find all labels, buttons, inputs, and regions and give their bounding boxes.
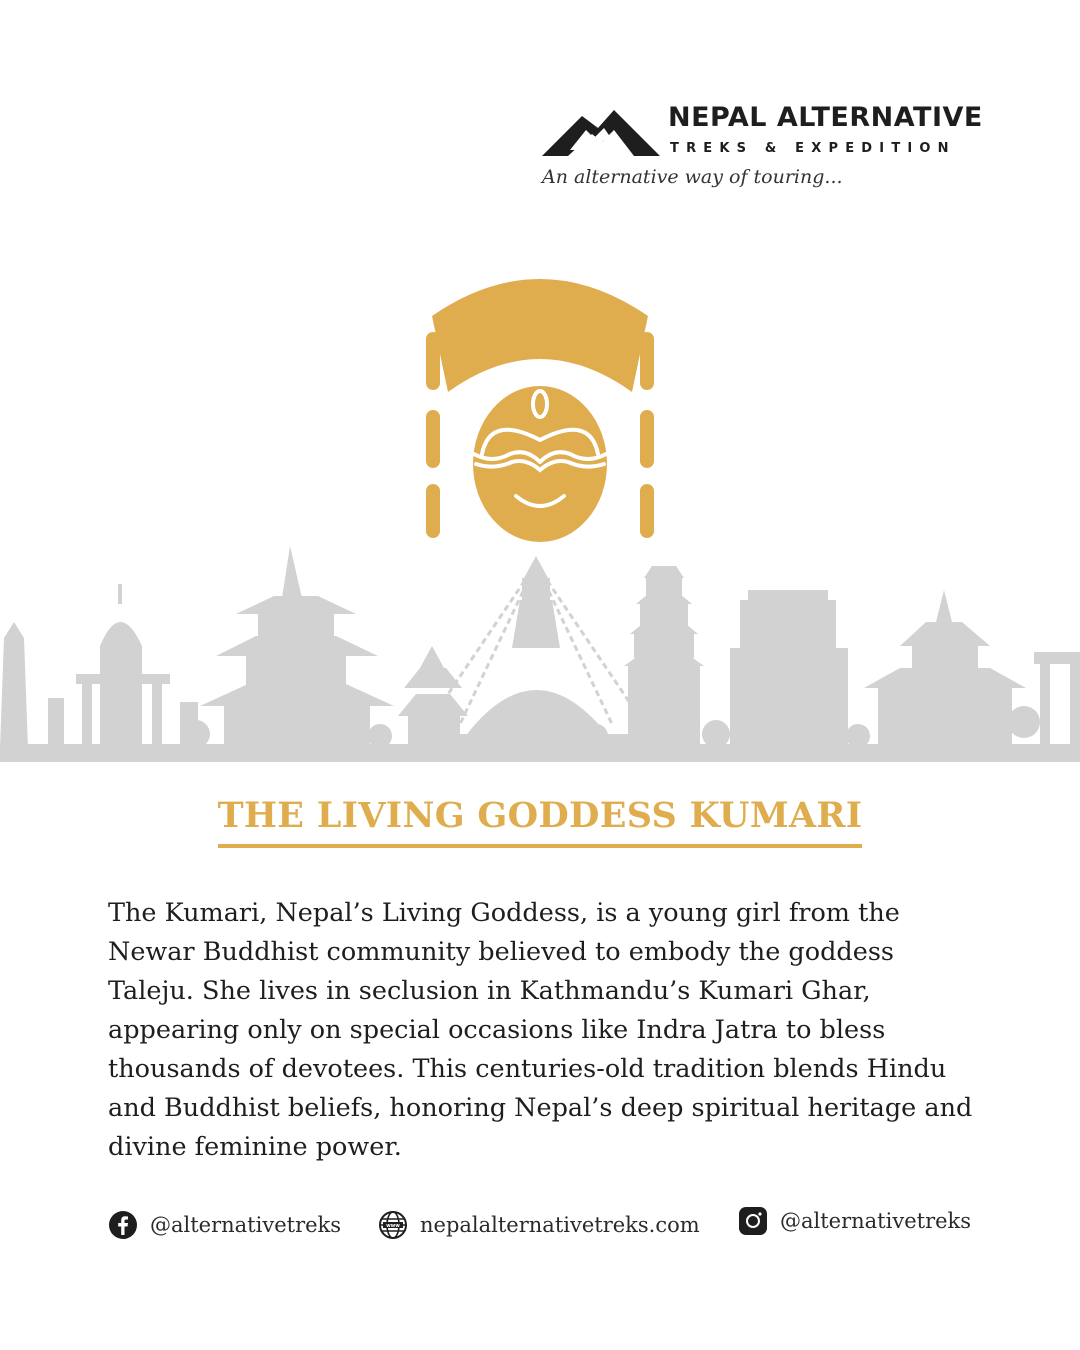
brand-logo[interactable] <box>540 100 983 200</box>
kumari-goddess-icon <box>420 264 660 544</box>
brand-tagline: An alternative way of touring... <box>542 166 843 188</box>
article-title: THE LIVING GODDESS KUMARI <box>218 795 863 848</box>
mountain-logo-icon <box>540 106 662 158</box>
instagram-handle: @alternativetreks <box>780 1209 972 1233</box>
globe-icon <box>378 1210 408 1240</box>
brand-subtitle: TREKS & EXPEDITION <box>670 141 956 156</box>
kathmandu-skyline-illustration <box>0 538 1080 762</box>
website-url: nepalalternativetreks.com <box>420 1213 700 1237</box>
facebook-link[interactable] <box>108 1210 341 1240</box>
instagram-link[interactable] <box>738 1206 971 1236</box>
svg-text:www: www <box>386 1223 400 1229</box>
facebook-handle: @alternativetreks <box>150 1213 342 1237</box>
brand-name: NEPAL ALTERNATIVE <box>668 102 983 133</box>
instagram-icon <box>738 1206 768 1236</box>
article-body: The Kumari, Nepal’s Living Goddess, is a young girl from the Newar Buddhist community believed to embody the goddess Taleju. She lives in seclusion in Kathmandu’s Kumari Ghar, appearing only on special occasions like Indra Jatra to bless thousands of devotees. This centuries-old tradition blends Hindu and Buddhist beliefs, honoring Nepal’s deep spiritual heritage and divine feminine power. <box>108 898 973 1162</box>
article-title-wrap <box>0 795 1080 848</box>
website-link[interactable] <box>378 1210 700 1240</box>
facebook-icon <box>108 1210 138 1240</box>
